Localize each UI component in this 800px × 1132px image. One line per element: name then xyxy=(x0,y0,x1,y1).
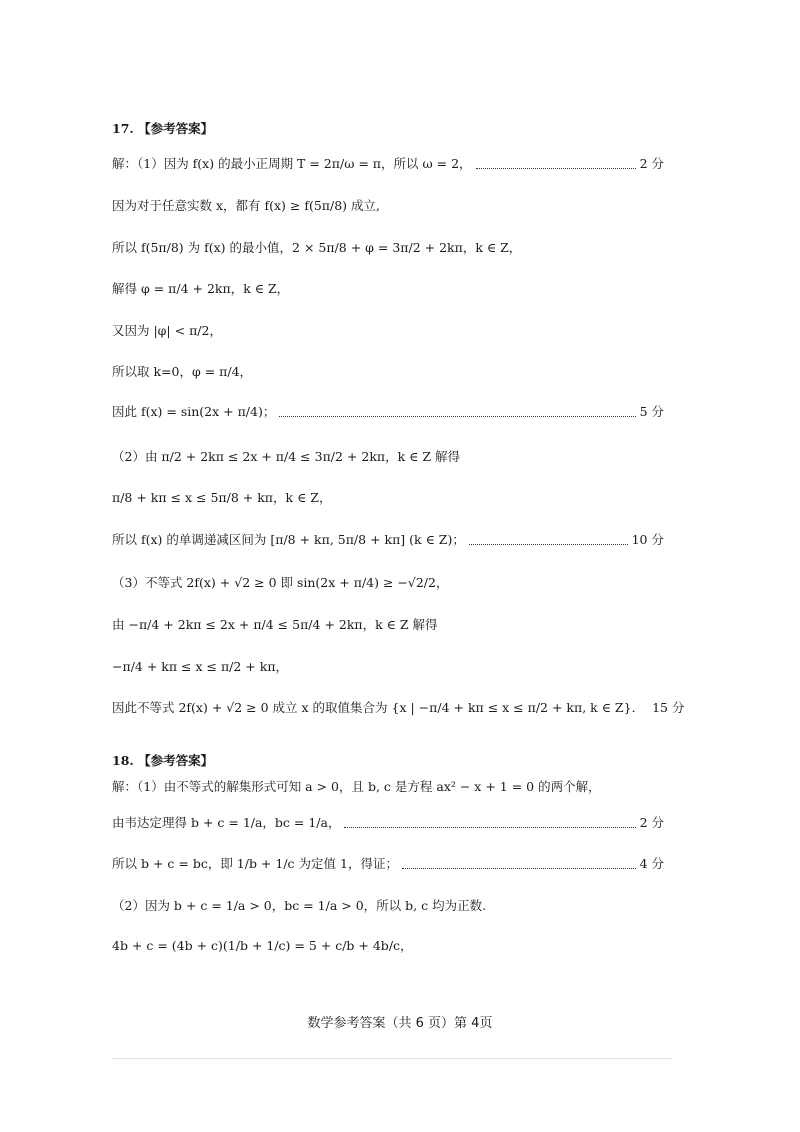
line-text: 因为对于任意实数 x，都有 f(x) ≥ f(5π/8) 成立, xyxy=(112,198,381,213)
line-text: 因此 f(x) = sin(2x + π/4)； xyxy=(112,404,276,419)
line-text: 由韦达定理得 b + c = 1/a，bc = 1/a， xyxy=(112,815,341,830)
line-text: 所以取 k=0，φ = π/4， xyxy=(112,364,253,379)
q17-line-6 xyxy=(112,364,664,380)
q18-line-2 xyxy=(112,815,664,831)
q17-line-10 xyxy=(112,532,664,548)
q17-line-9 xyxy=(112,490,664,506)
line-text: 17. 【参考答案】 xyxy=(112,121,214,136)
line-text: 所以 b + c = bc，即 1/b + 1/c 为定值 1，得证； xyxy=(112,856,398,871)
line-text: （2）由 π/2 + 2kπ ≤ 2x + π/4 ≤ 3π/2 + 2kπ，k ∈ Z 解得 xyxy=(112,449,461,464)
line-text: 所以 f(x) 的单调递减区间为 [π/8 + kπ, 5π/8 + kπ] (k ∈ Z)； xyxy=(112,532,465,547)
q17-line-1 xyxy=(112,156,664,172)
line-text: 因此不等式 2f(x) + √2 ≥ 0 成立 x 的取值集合为 {x | −π/4 + kπ ≤ x ≤ π/2 + kπ, k ∈ Z}． xyxy=(112,700,645,715)
dot-leader xyxy=(402,868,636,869)
line-text: 由 −π/4 + 2kπ ≤ 2x + π/4 ≤ 5π/4 + 2kπ，k ∈ Z 解得 xyxy=(112,617,438,632)
score-label: 4 分 xyxy=(639,856,664,871)
q17-heading xyxy=(112,121,664,137)
dot-leader xyxy=(344,827,635,828)
q18-line-1 xyxy=(112,779,664,795)
line-text: 解得 φ = π/4 + 2kπ，k ∈ Z， xyxy=(112,281,290,296)
line-text: −π/4 + kπ ≤ x ≤ π/2 + kπ， xyxy=(112,659,289,674)
score-label: 2 分 xyxy=(639,815,664,830)
q18-line-5 xyxy=(112,938,664,954)
q17-line-13 xyxy=(112,659,664,675)
q17-line-2 xyxy=(112,198,664,214)
q17-line-3 xyxy=(112,240,664,256)
score-label: 10 分 xyxy=(631,532,664,547)
footer-divider xyxy=(112,1058,672,1059)
line-text: 解：（1）由不等式的解集形式可知 a > 0，且 b, c 是方程 ax² − x + 1 = 0 的两个解， xyxy=(112,779,601,794)
line-text: 4b + c = (4b + c)(1/b + 1/c) = 5 + c/b + 4b/c， xyxy=(112,938,413,953)
line-text: 又因为 |φ| < π/2， xyxy=(112,323,222,338)
q17-line-7 xyxy=(112,404,664,420)
q17-line-12 xyxy=(112,617,664,633)
q18-line-4 xyxy=(112,898,664,914)
line-text: 18. 【参考答案】 xyxy=(112,753,214,768)
dot-leader xyxy=(476,168,636,169)
dot-leader xyxy=(469,544,628,545)
q17-line-4 xyxy=(112,281,664,297)
q17-line-11 xyxy=(112,575,664,591)
score-label: 2 分 xyxy=(639,156,664,171)
q17-line-5 xyxy=(112,323,664,339)
line-text: 解：（1）因为 f(x) 的最小正周期 T = 2π/ω = π，所以 ω = 2， xyxy=(112,156,472,171)
line-text: （3）不等式 2f(x) + √2 ≥ 0 即 sin(2x + π/4) ≥ −√2/2， xyxy=(112,575,449,590)
score-label: 15 分 xyxy=(652,700,685,715)
q18-heading xyxy=(112,753,664,769)
dot-leader xyxy=(279,416,635,417)
page-footer: 数学参考答案（共 6 页）第 4页 xyxy=(307,1016,493,1031)
q17-line-14 xyxy=(112,700,685,716)
line-text: π/8 + kπ ≤ x ≤ 5π/8 + kπ，k ∈ Z， xyxy=(112,490,332,505)
q18-line-3 xyxy=(112,856,664,872)
score-label: 5 分 xyxy=(639,404,664,419)
line-text: 所以 f(5π/8) 为 f(x) 的最小值，2 × 5π/8 + φ = 3π/2 + 2kπ，k ∈ Z， xyxy=(112,240,522,255)
line-text: （2）因为 b + c = 1/a > 0，bc = 1/a > 0，所以 b, c 均为正数. xyxy=(112,898,487,913)
q17-line-8 xyxy=(112,449,664,465)
